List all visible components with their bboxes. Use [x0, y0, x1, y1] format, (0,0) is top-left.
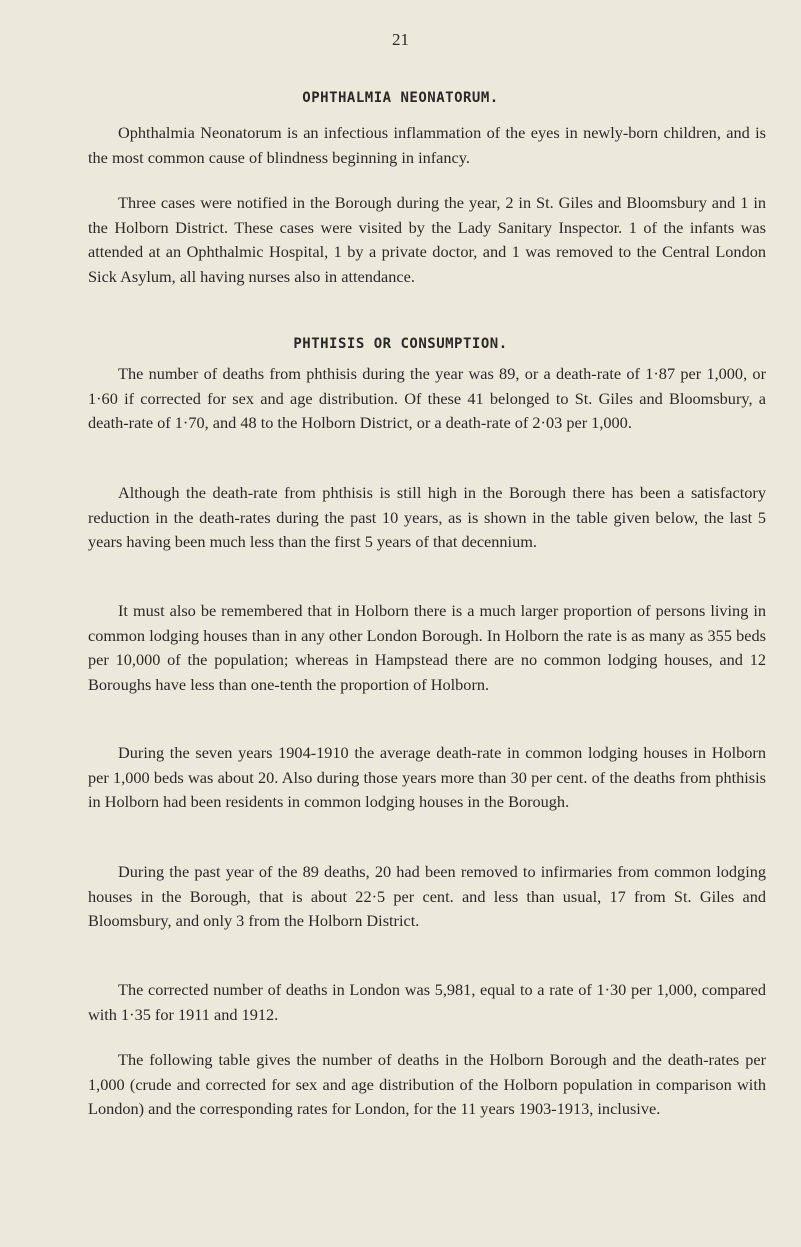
paragraph-phthisis-reduction: Although the death-rate from phthisis is still high in the Borough there has been a satisfactory reduction in the death-rates during the past 10 years, as is shown in the table given below, the last 5 years having been much less than the first 5 years of that decennium.	[88, 483, 766, 552]
paragraph-seven-years: During the seven years 1904-1910 the average death-rate in common lodging houses in Holborn per 1,000 beds was about 20. Also during those years more than 30 per cent. of the deaths from phthisis in Holborn had been residents in common lodging houses in the Borough.	[88, 743, 766, 812]
paragraph-ophthalmia-cases: Three cases were notified in the Borough during the year, 2 in St. Giles and Bloomsbury and 1 in the Holborn District. These cases were visited by the Lady Sanitary Inspector. 1 of the infants was attended at an Ophthalmic Hospital, 1 by a private doctor, and 1 was removed to the Central London Sick Asylum, all having nurses also in attendance.	[88, 193, 766, 286]
section-heading-phthisis: PHTHISIS OR CONSUMPTION.	[293, 336, 508, 352]
paragraph-table-intro: The following table gives the number of deaths in the Holborn Borough and the death-rates per 1,000 (crude and corrected for sex and age distribution of the Holborn population in comparison with London) and the corresponding rates for London, for the 11 years 1903-1913, inclusive.	[88, 1050, 766, 1119]
paragraph-lodging-houses: It must also be remembered that in Holborn there is a much larger proportion of persons living in common lodging houses than in any other London Borough. In Holborn the rate is as many as 355 beds per 10,000 of the population; whereas in Hampstead there are no common lodging houses, and 12 Boroughs have less than one-tenth the proportion of Holborn.	[88, 601, 766, 694]
paragraph-phthisis-deaths: The number of deaths from phthisis during the year was 89, or a death-rate of 1·87 per 1,000, or 1·60 if corrected for sex and age distribution. Of these 41 belonged to St. Giles and Bloomsbury, a death-rate of 1·70, and 48 to the Holborn District, or a death-rate of 2·03 per 1,000.	[88, 364, 766, 433]
paragraph-ophthalmia-definition: Ophthalmia Neonatorum is an infectious inflammation of the eyes in newly-born children, and is the most common cause of blindness beginning in infancy.	[88, 123, 766, 167]
paragraph-london-deaths: The corrected number of deaths in London was 5,981, equal to a rate of 1·30 per 1,000, compared with 1·35 for 1911 and 1912.	[88, 980, 766, 1024]
page-number: 21	[392, 30, 409, 49]
paragraph-past-year-deaths: During the past year of the 89 deaths, 20 had been removed to infirmaries from common lodging houses in the Borough, that is about 22·5 per cent. and less than usual, 17 from St. Giles and Bloomsbury, and only 3 from the Holborn District.	[88, 862, 766, 931]
section-heading-ophthalmia: OPHTHALMIA NEONATORUM.	[302, 90, 499, 106]
